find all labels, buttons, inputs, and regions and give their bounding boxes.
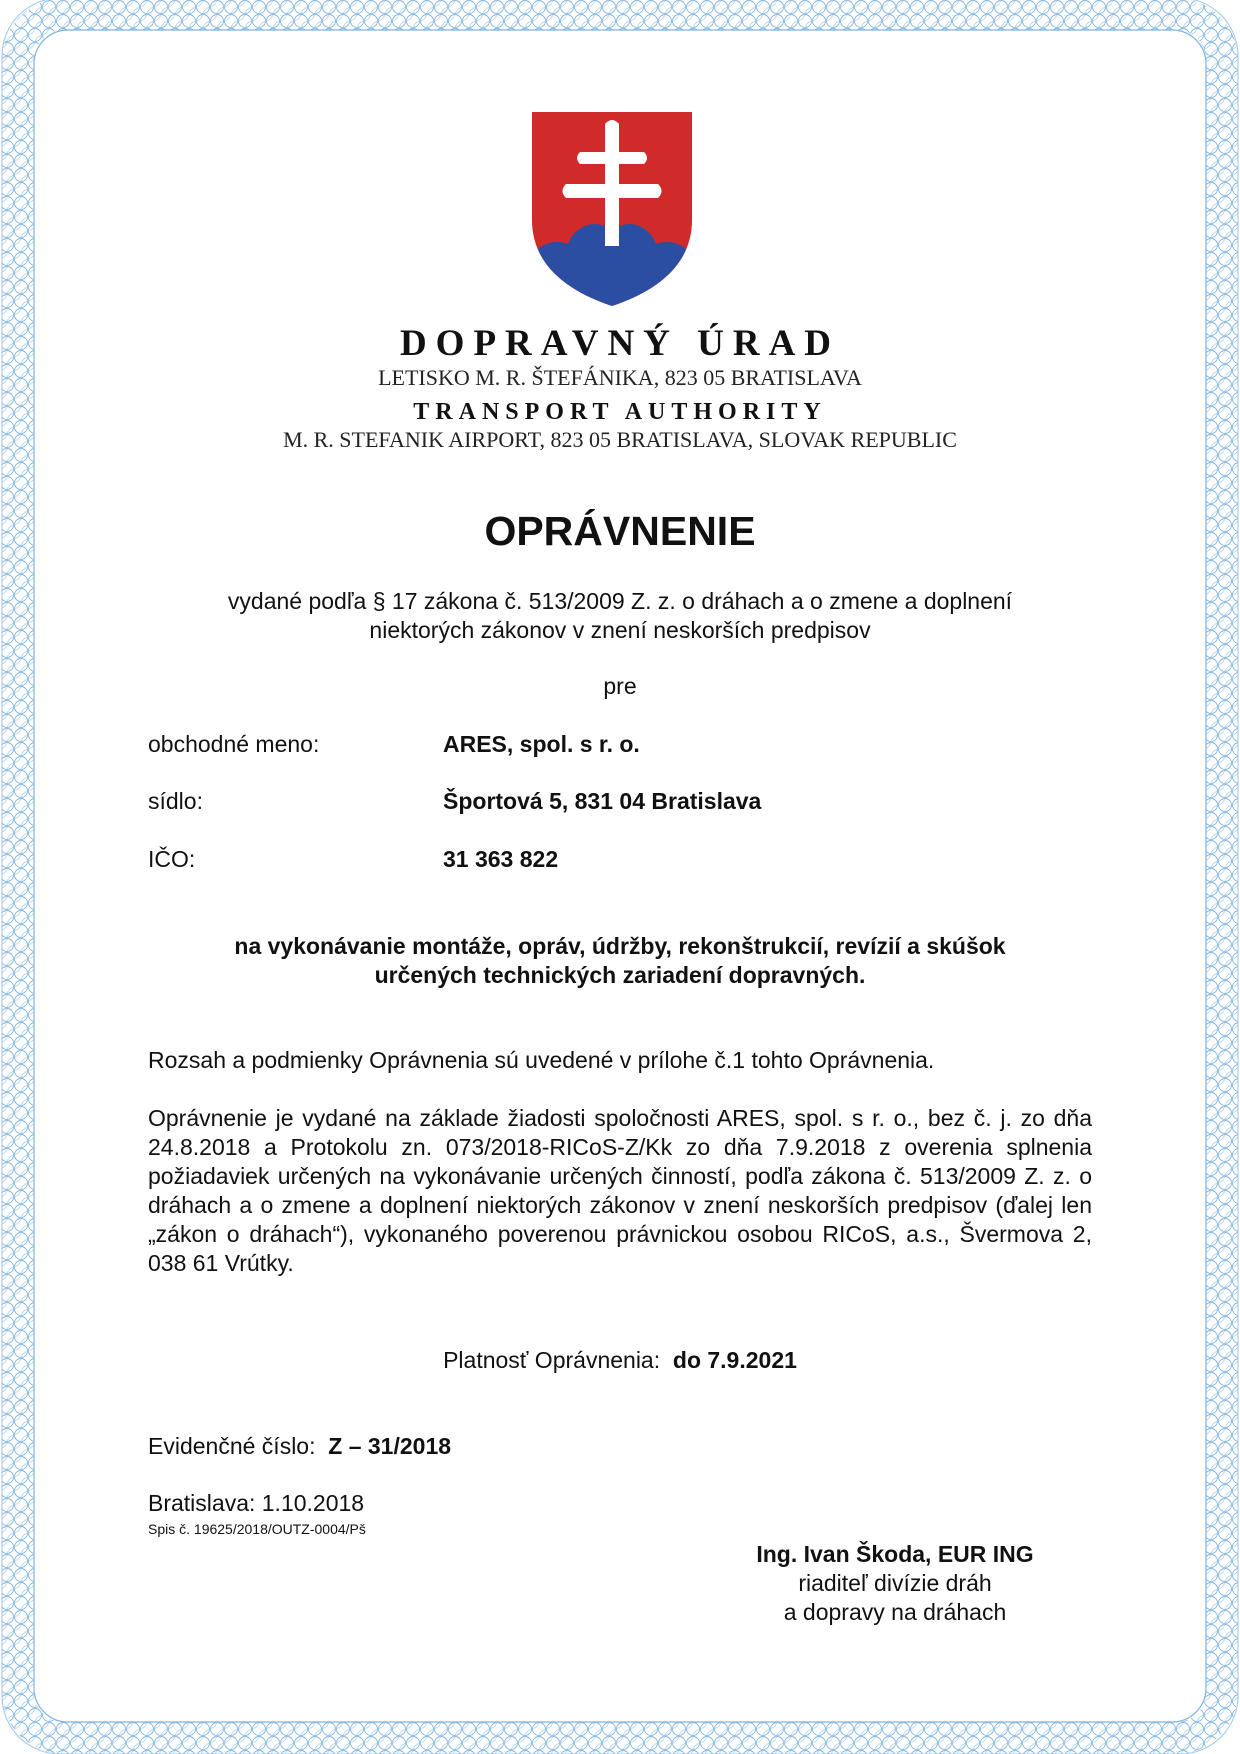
authorization-scope: [0, 932, 1240, 990]
legal-basis-line-1: vydané podľa § 17 zákona č. 513/2009 Z. z. o dráhach a o zmene a doplnení: [227, 588, 1013, 614]
validity-value: do 7.9.2021: [672, 1347, 797, 1373]
validity-row: [0, 1347, 1240, 1374]
field-label-business-name: obchodné meno:: [148, 731, 320, 757]
field-label-ico: IČO:: [148, 846, 196, 872]
file-reference: Spis č. 19625/2018/OUTZ-0004/Pš: [148, 1521, 366, 1537]
validity-label: Platnosť Oprávnenia:: [443, 1347, 661, 1373]
place-and-date: Bratislava: 1.10.2018: [148, 1490, 365, 1516]
signatory-title-line-2: a dopravy na dráhach: [783, 1599, 1007, 1625]
evidence-row: [148, 1433, 451, 1460]
field-value-business-name: ARES, spol. s r. o.: [443, 731, 640, 757]
authority-address-en: M. R. STEFANIK AIRPORT, 823 05 BRATISLAVA, SLOVAK REPUBLIC: [283, 427, 957, 452]
scope-line-2: určených technických zariadení dopravných.: [374, 962, 866, 988]
evidence-value: Z – 31/2018: [328, 1433, 452, 1459]
field-value-seat: Športová 5, 831 04 Bratislava: [443, 788, 762, 814]
scope-line-1: na vykonávanie montáže, opráv, údržby, rekonštrukcií, revízií a skúšok: [234, 933, 1006, 959]
annex-note: Rozsah a podmienky Oprávnenia sú uvedené v prílohe č.1 tohto Oprávnenia.: [148, 1047, 935, 1073]
evidence-label: Evidenčné číslo:: [148, 1433, 316, 1459]
signatory-block: [720, 1540, 1070, 1627]
basis-paragraph: Oprávnenie je vydané na základe žiadosti spoločnosti ARES, spol. s r. o., bez č. j. zo dňa 24.8.2018 a Protokolu zn. 073/2018-RICoS-Z/Kk zo dňa 7.9.2018 z overenia splnenia požiadaviek určených na vykonávanie určených činností, podľa zákona č. 513/2009 Z. z. o dráhach a o zmene a doplnení niektorých zákonov v znení neskorších predpisov (ďalej len „zákon o dráhach“), vykonaného poverenou právnickou osobou RICoS, a.s., Švermova 2, 038 61 Vrútky.: [148, 1105, 1092, 1276]
signatory-title-line-1: riaditeľ divízie dráh: [798, 1570, 992, 1596]
for-label: pre: [603, 673, 637, 699]
authority-name-en: TRANSPORT AUTHORITY: [413, 399, 827, 425]
legal-basis-line-2: niektorých zákonov v znení neskorších predpisov: [369, 617, 871, 643]
signatory-name: Ing. Ivan Škoda, EUR ING: [756, 1541, 1034, 1567]
authority-address-sk: LETISKO M. R. ŠTEFÁNIKA, 823 05 BRATISLAVA: [378, 365, 862, 390]
field-value-ico: 31 363 822: [443, 846, 559, 872]
field-label-seat: sídlo:: [148, 788, 203, 814]
authority-name-sk: DOPRAVNÝ ÚRAD: [399, 323, 841, 364]
document-title: OPRÁVNENIE: [484, 508, 756, 554]
legal-basis: [0, 587, 1240, 645]
slovak-coat-of-arms-icon: [528, 110, 696, 308]
